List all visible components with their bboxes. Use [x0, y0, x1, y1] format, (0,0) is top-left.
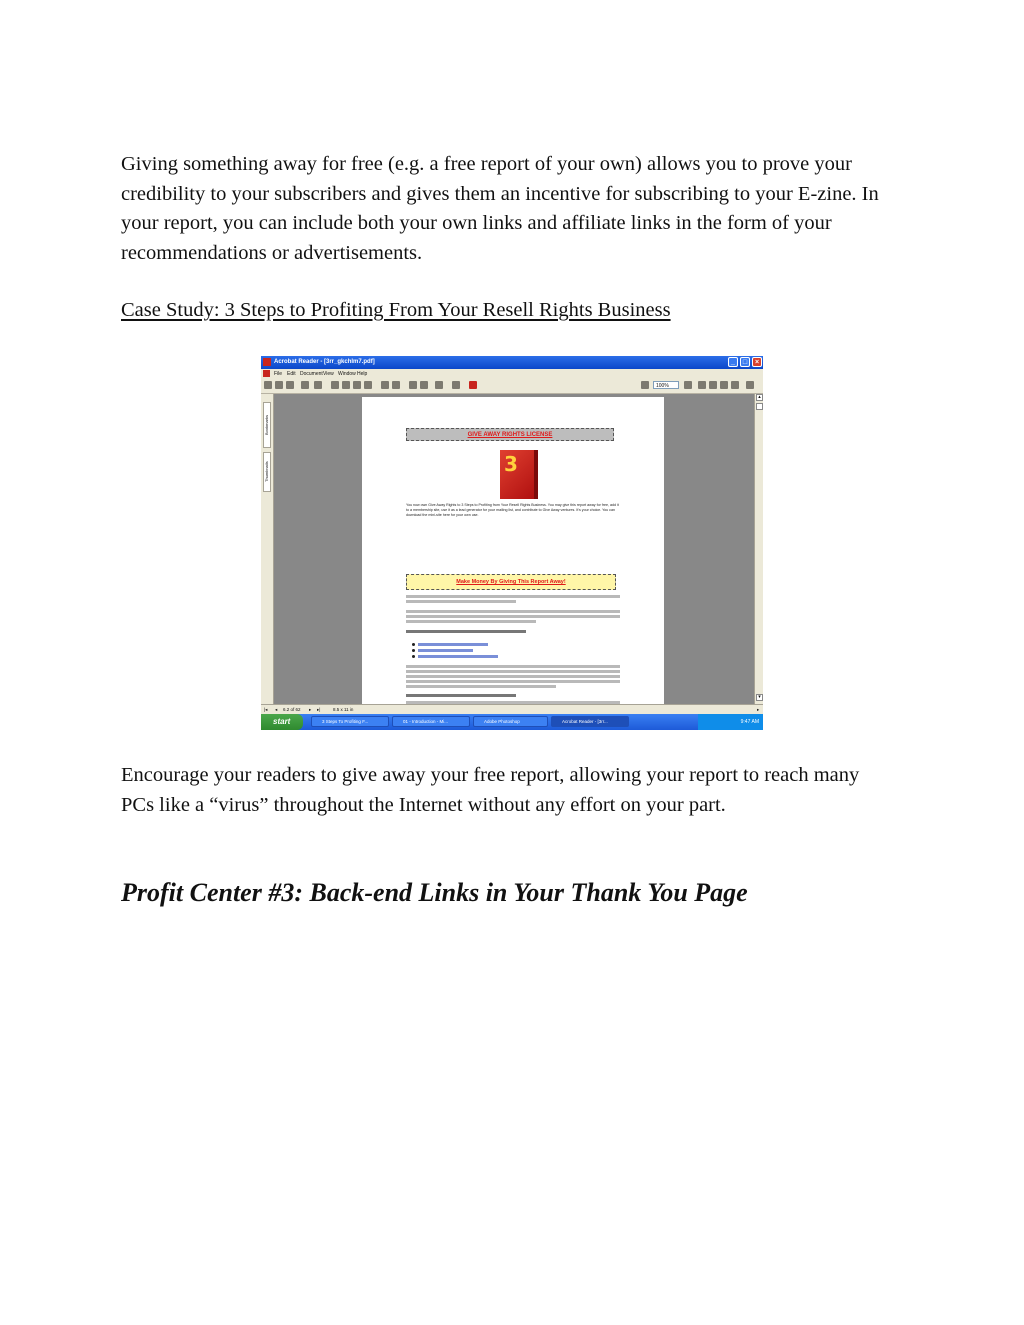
graphics-select-icon[interactable] — [452, 381, 460, 389]
menu-view[interactable]: View — [323, 371, 334, 377]
back-icon[interactable] — [381, 381, 389, 389]
last-page-icon[interactable]: ▸| — [317, 707, 321, 712]
menu-window[interactable]: Window — [338, 371, 356, 377]
fit-page-icon[interactable] — [709, 381, 717, 389]
next-page-icon[interactable]: ▸ — [309, 707, 312, 712]
next-page-icon[interactable] — [353, 381, 361, 389]
page-line — [406, 685, 556, 688]
close-icon[interactable]: × — [752, 357, 762, 367]
zoom-field[interactable]: 100% — [653, 381, 679, 389]
zoom-in-icon[interactable] — [684, 381, 692, 389]
taskbar-item[interactable]: 3 Steps To Profiting F... — [311, 716, 389, 727]
previous-page-icon[interactable] — [342, 381, 350, 389]
window-title: Acrobat Reader - [3rr_gkchlm7.pdf] — [274, 359, 375, 365]
book-cover-image — [500, 450, 538, 499]
taskbar-item[interactable]: Adobe Photoshop — [473, 716, 548, 727]
tab-bookmarks[interactable]: Bookmarks — [263, 402, 271, 448]
page-link-line[interactable] — [418, 655, 498, 658]
page-line — [406, 615, 620, 618]
page-line — [406, 610, 620, 613]
start-button[interactable]: start — [261, 714, 303, 730]
page-link-line[interactable] — [418, 643, 488, 646]
vertical-scrollbar[interactable] — [754, 394, 763, 704]
page-heading-line — [406, 630, 526, 633]
page-size-label: 8.5 x 11 in — [333, 707, 354, 712]
previous-page-icon[interactable]: ◂ — [275, 707, 278, 712]
case-study-link[interactable]: Case Study: 3 Steps to Profiting From Your Resell Rights Business — [121, 299, 671, 321]
page-intro-text: You now own Give Away Rights to 3 Steps to Profiting from Your Resell Rights Business. You may give this report away for free, add it to a membership site, use it as a lead generator for your mailing list, and contribute to Give Away ventures. It's your choice. You can download the mini-site here for your own use. — [406, 503, 619, 517]
forward-icon[interactable] — [392, 381, 400, 389]
yellow-callout: Make Money By Giving This Report Away! — [406, 574, 616, 590]
section-heading: Profit Center #3: Back-end Links in Your Thank You Page — [121, 878, 748, 907]
minimize-icon[interactable]: _ — [728, 357, 738, 367]
text-select-icon[interactable] — [435, 381, 443, 389]
intro-paragraph: Giving something away for free (e.g. a free report of your own) allows you to prove your credibility to your subscribers and gives them an incentive for subscribing to your E-zine. In your report, you can include both your own links and affiliate links in the form of your recommendations or advertisements. — [121, 153, 879, 264]
page-line — [406, 670, 620, 673]
taskbar-item[interactable]: Acrobat Reader - [3rr... — [551, 716, 629, 727]
navigation-pane-icon[interactable] — [314, 381, 322, 389]
menu-help[interactable]: Help — [357, 371, 368, 377]
zoom-tool-icon[interactable] — [420, 381, 428, 389]
tab-thumbnails[interactable]: Thumbnails — [263, 452, 271, 492]
menu-edit[interactable]: Edit — [287, 371, 296, 377]
acrobat-reader-screenshot — [261, 356, 763, 730]
second-paragraph: Encourage your readers to give away your free report, allowing your report to reach many PCs like a “virus” throughout the Internet without any effort on your part. — [121, 764, 860, 816]
first-page-icon[interactable]: |◂ — [264, 707, 268, 712]
rotate-icon[interactable] — [731, 381, 739, 389]
cover-number: 3 — [504, 452, 518, 476]
pdf-page — [362, 397, 664, 705]
document-icon — [263, 370, 270, 377]
bullet-icon — [412, 649, 415, 652]
page-line — [406, 595, 620, 598]
print-icon[interactable] — [286, 381, 294, 389]
page-line — [406, 680, 620, 683]
zoom-out-icon[interactable] — [641, 381, 649, 389]
scroll-down-icon[interactable]: ▾ — [756, 694, 763, 701]
page-heading-line — [406, 694, 516, 697]
adobe-logo-icon — [469, 381, 477, 389]
open-icon[interactable] — [264, 381, 272, 389]
first-page-icon[interactable] — [331, 381, 339, 389]
menu-file[interactable]: File — [274, 371, 283, 377]
system-clock: 9:47 AM — [698, 714, 763, 730]
page-line — [406, 600, 516, 603]
options-icon[interactable] — [746, 381, 754, 389]
scroll-up-icon[interactable]: ▴ — [756, 394, 763, 401]
last-page-icon[interactable] — [364, 381, 372, 389]
hand-tool-icon[interactable] — [409, 381, 417, 389]
fit-width-icon[interactable] — [720, 381, 728, 389]
actual-size-icon[interactable] — [698, 381, 706, 389]
search-icon[interactable] — [301, 381, 309, 389]
maximize-icon[interactable]: □ — [740, 357, 750, 367]
page-line — [406, 620, 536, 623]
window-titlebar — [261, 356, 763, 369]
side-tabs — [261, 394, 274, 704]
taskbar-item[interactable]: 01 - Introduction - Mi... — [392, 716, 470, 727]
page-line — [406, 675, 620, 678]
bullet-icon — [412, 643, 415, 646]
page-number-field[interactable]: 6.2 of 62 — [283, 707, 301, 712]
taskbar — [261, 714, 763, 730]
acrobat-app-icon — [263, 358, 271, 366]
save-icon[interactable] — [275, 381, 283, 389]
scroll-right-icon[interactable]: ▸ — [757, 707, 760, 712]
toolbar — [261, 378, 763, 394]
page-banner: GIVE AWAY RIGHTS LICENSE — [406, 428, 614, 441]
bullet-icon — [412, 655, 415, 658]
menu-document[interactable]: Document — [300, 371, 323, 377]
scroll-thumb[interactable] — [756, 403, 763, 410]
page-link-line[interactable] — [418, 649, 473, 652]
page-line — [406, 665, 620, 668]
menu-bar — [261, 369, 763, 378]
